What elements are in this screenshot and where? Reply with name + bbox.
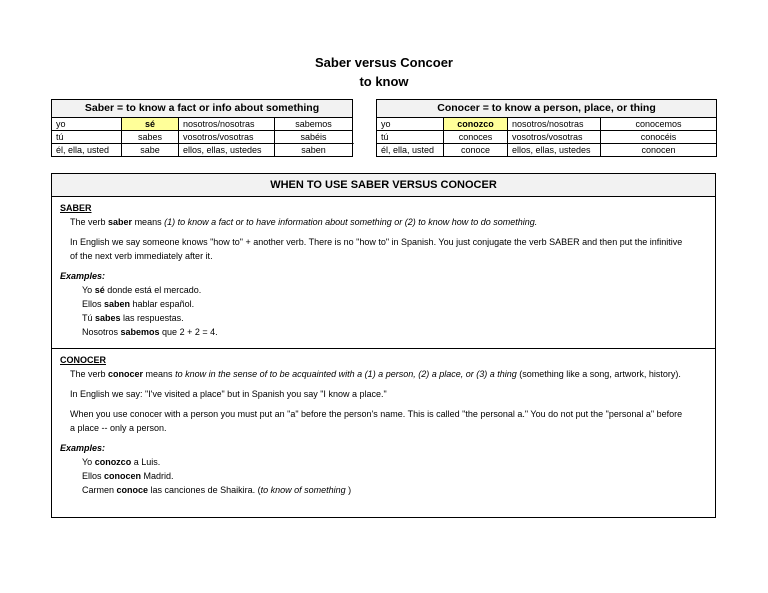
example-line: Ellos saben hablar español. [82,299,195,309]
pronoun-cell: ellos, ellas, ustedes [508,144,601,157]
usage-heading: WHEN TO USE SABER VERSUS CONOCER [52,174,715,197]
pronoun-cell: vosotros/vosotras [179,131,275,144]
pronoun-cell: tú [377,131,444,144]
example-line: Yo conozco a Luis. [82,457,161,467]
table-row [377,144,717,157]
saber-section [52,201,715,339]
verb-form-cell: sabéis [275,131,353,144]
table-row [52,131,353,144]
page-subtitle: to know [359,74,409,89]
pronoun-cell: yo [377,118,444,131]
examples-label: Examples: [60,443,106,453]
example-line: Tú sabes las respuestas. [82,313,184,323]
verb-form-cell: conocen [601,144,717,157]
verb-form-cell: conocéis [601,131,717,144]
conocer-section [52,348,715,497]
pronoun-cell: él, ella, usted [377,144,444,157]
paragraph: In English we say someone knows "how to" + another verb. There is no "how to" in Spanish. You just conjugate the verb SABER and then put the infinitive of the next verb immediately after it. [70,237,683,261]
page-title: Saber versus Concoer [314,55,453,70]
paragraph: The verb saber means (1) to know a fact or to have information about something or (2) to know how to do something. [70,217,538,227]
pronoun-cell: él, ella, usted [52,144,122,157]
section-title: SABER [60,203,92,213]
paragraph: In English we say: "I've visited a place" but in Spanish you say "I know a place." [70,389,387,399]
pronoun-cell: tú [52,131,122,144]
verb-form-cell: conoce [444,144,508,157]
examples-label: Examples: [60,271,106,281]
verb-form-cell: conozco [444,118,508,131]
saber-conjugation-table [51,99,353,157]
example-line: Ellos conocen Madrid. [82,471,174,481]
example-line: Nosotros sabemos que 2 + 2 = 4. [82,327,218,337]
verb-form-cell: conoces [444,131,508,144]
pronoun-cell: yo [52,118,122,131]
verb-form-cell: sabes [122,131,179,144]
verb-form-cell: sabe [122,144,179,157]
paragraph: When you use conocer with a person you must put an "a" before the person's name. This is called "the personal a." You do not put the "personal a" before a place -- only a person. [70,409,683,433]
verb-form-cell: sé [122,118,179,131]
verb-form-cell: saben [275,144,353,157]
separator-dot: . [352,136,355,146]
verb-form-cell: conocemos [601,118,717,131]
conocer-conjugation-table [376,99,717,157]
table-row [52,118,353,131]
conocer-table-header: Conocer = to know a person, place, or thing [377,100,717,118]
saber-table-header: Saber = to know a fact or info about something [52,100,353,118]
pronoun-cell: nosotros/nosotras [179,118,275,131]
usage-box [51,173,716,518]
table-row [52,144,353,157]
table-row [377,118,717,131]
verb-form-cell: sabemos [275,118,353,131]
example-line: Yo sé donde está el mercado. [82,285,202,295]
example-line: Carmen conoce las canciones de Shaikira. (to know of something ) [82,485,352,495]
pronoun-cell: ellos, ellas, ustedes [179,144,275,157]
pronoun-cell: vosotros/vosotras [508,131,601,144]
table-row [377,131,717,144]
paragraph: The verb conocer means to know in the sense of to be acquainted with a (1) a person, (2) a place, or (3) a thing (something like a song, artwork, history). [70,369,681,379]
section-title: CONOCER [60,355,107,365]
pronoun-cell: nosotros/nosotras [508,118,601,131]
